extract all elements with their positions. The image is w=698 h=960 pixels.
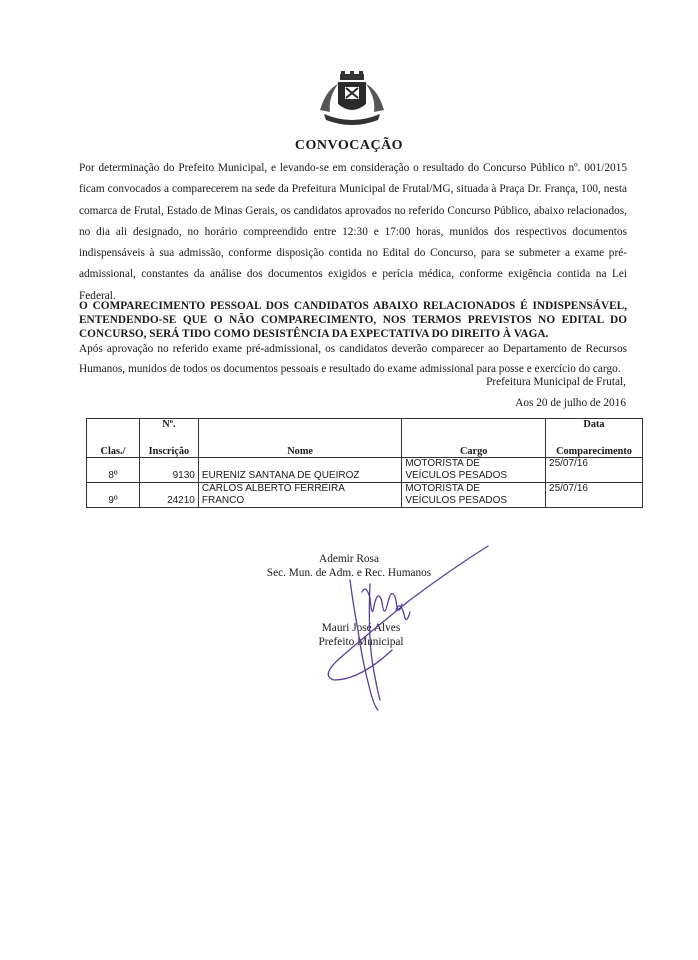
header-num-top: Nº.	[162, 419, 176, 430]
row-nome	[198, 458, 401, 483]
row-clas: 8º	[87, 458, 140, 483]
handwritten-signature-icon	[300, 540, 500, 720]
municipal-coat-of-arms-icon	[316, 70, 388, 132]
row-cargo-line2: VEÍCULOS PESADOS	[405, 470, 508, 481]
secretary-role: Sec. Mun. de Adm. e Rec. Humanos	[266, 567, 432, 579]
header-clas: Clas./	[87, 419, 140, 458]
row-inscricao: 9130	[139, 458, 198, 483]
table-row	[87, 483, 643, 508]
date-line: Aos 20 de julho de 2016	[515, 397, 626, 409]
post-exam-paragraph: Após aprovação no referido exame pré-admissional, os candidatos deverão comparecer ao Departamento de Recursos Humanos, munidos de todos os documentos pessoais e resultado do exame admissional para posse e exercício do cargo.	[79, 343, 627, 375]
row-inscricao: 24210	[139, 483, 198, 508]
convocation-paragraph: Por determinação do Prefeito Municipal, e levando-se em consideração o resultado do Concurso Público nº. 001/2015 ficam convocados a comparecerem na sede da Prefeitura Municipal de Frutal/MG, situada à Praça Dr. França, 100, nesta comarca de Frutal, Estado de Minas Gerais, os candidatos aprovados no referido Concurso Público, abaixo relacionados, no dia ali designado, no horário compreendido entre 12:30 e 17:00 horas, munidos dos respectivos documentos indispensáveis à sua admissão, conforme disposição contida no Edital do Concurso, para se submeter a exame pré-admissional, constantes da análise dos documentos exigidos e perícia médica, conforme exigência contida na Lei Federal.	[79, 162, 627, 302]
header-data-bottom: Comparecimento	[556, 446, 632, 457]
row-nome-line1: CARLOS ALBERTO FERREIRA	[201, 483, 345, 494]
row-clas: 9º	[87, 483, 140, 508]
mayor-role: Prefeito Municipal	[318, 636, 404, 648]
secretary-name: Ademir Rosa	[319, 553, 379, 565]
row-cargo-line2: VEÍCULOS PESADOS	[405, 495, 508, 506]
row-cargo	[402, 483, 546, 508]
header-data	[546, 419, 643, 458]
row-nome	[198, 483, 401, 508]
row-cargo	[402, 458, 546, 483]
row-data: 25/07/16	[546, 458, 643, 483]
table-row	[87, 458, 643, 483]
candidates-table	[86, 418, 643, 508]
issuer-line: Prefeitura Municipal de Frutal,	[486, 376, 626, 388]
header-data-top: Data	[583, 419, 605, 430]
header-nome: Nome	[198, 419, 401, 458]
mandatory-attendance-notice: O COMPARECIMENTO PESSOAL DOS CANDIDATOS ABAIXO RELACIONADOS É INDISPENSÁVEL, ENTENDENDO-SE QUE O NÃO COMPARECIMENTO, NOS TERMOS PREVISTOS NO EDITAL DO CONCURSO, SERÁ TIDO COMO DESISTÊNCIA DA EXPECTATIVA DO DIREITO À VAGA.	[79, 300, 627, 340]
row-cargo-line1: MOTORISTA DE	[405, 483, 480, 494]
header-cargo: Cargo	[402, 419, 546, 458]
row-nome-line2: FRANCO	[201, 495, 245, 506]
document-title: CONVOCAÇÃO	[294, 138, 404, 153]
mayor-name: Mauri José Alves	[321, 622, 401, 634]
table-header-row	[87, 419, 643, 458]
row-cargo-line1: MOTORISTA DE	[405, 458, 480, 469]
row-nome-line2: EURENIZ SANTANA DE QUEIROZ	[201, 470, 360, 481]
header-num-bottom: Inscrição	[148, 446, 190, 457]
row-data: 25/07/16	[546, 483, 643, 508]
header-inscricao	[139, 419, 198, 458]
